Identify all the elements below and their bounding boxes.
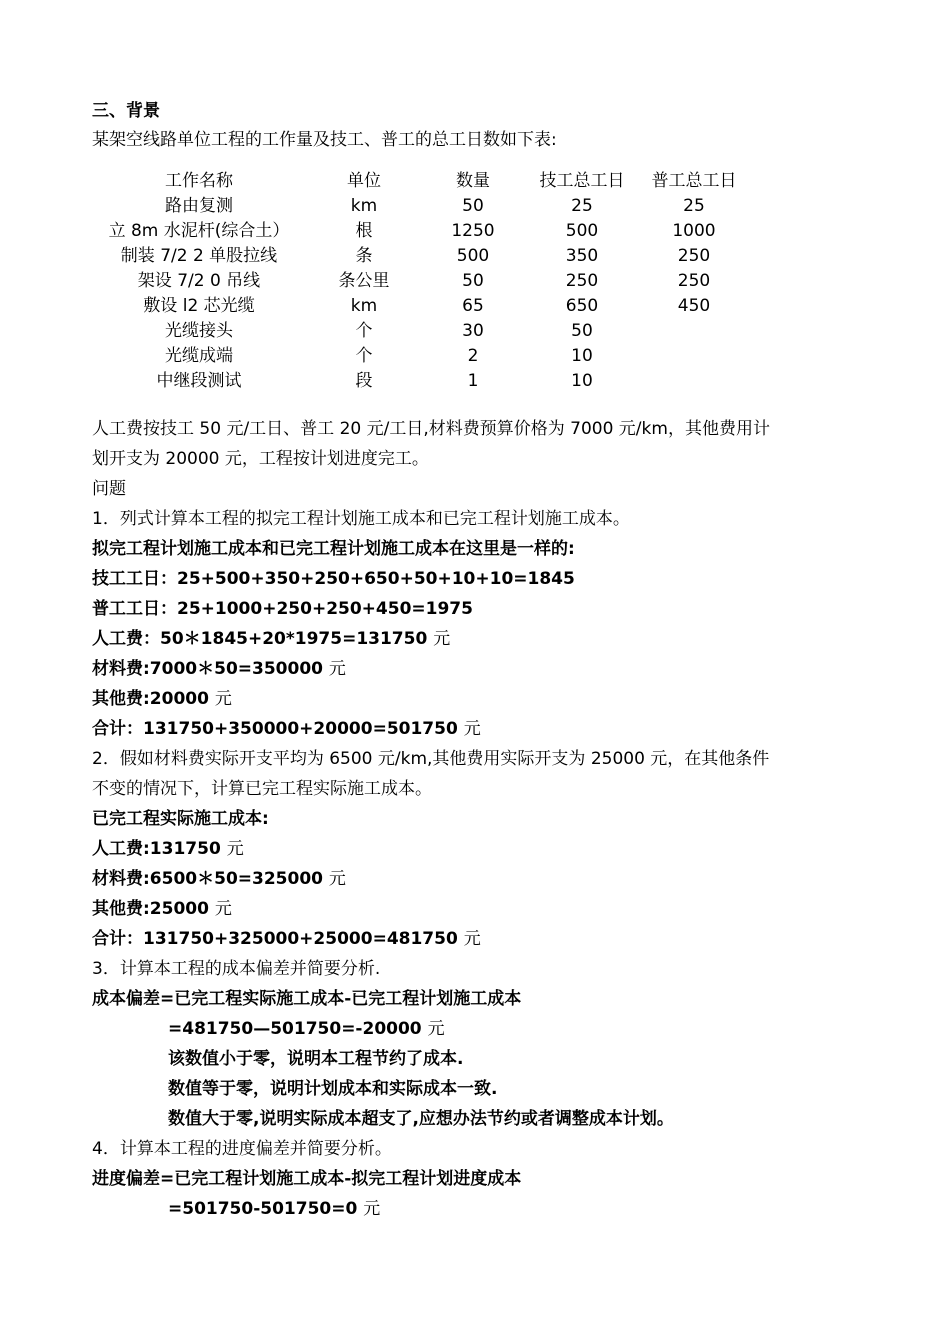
unit-yuan: 元 <box>328 659 346 679</box>
table-cell: 250 <box>565 271 599 291</box>
table-header-cell: 技工总工日 <box>539 171 625 191</box>
table-row <box>92 219 748 244</box>
table-cell: 25 <box>571 196 593 216</box>
table-cell: 敷设 l2 芯光缆 <box>143 296 255 316</box>
answer-2-other-cost: 其他费:25000 <box>92 899 209 919</box>
answer-2-material-cost: 材料费:6500＊50=325000 <box>92 869 323 889</box>
answer-2-total: 合计：131750+325000+25000=481750 <box>92 929 458 949</box>
table-cell: 根 <box>355 221 373 241</box>
answer-1-line-4 <box>92 624 872 654</box>
table-cell: 立 8m 水泥杆(综合土） <box>108 221 290 241</box>
table-cell <box>640 319 748 344</box>
table-cell: 制装 7/2 2 单股拉线 <box>120 246 278 266</box>
table-cell: 架设 7/2 0 吊线 <box>137 271 261 291</box>
table-cell: km <box>350 196 378 216</box>
table-cell: 250 <box>677 246 711 266</box>
answer-3-line-3: 该数值小于零，说明本工程节约了成本. <box>168 1049 464 1069</box>
unit-yuan: 元 <box>463 929 481 949</box>
answer-1-line-3: 普工工日：25+1000+250+250+450=1975 <box>92 599 473 619</box>
table-row <box>92 194 748 219</box>
table-cell: 10 <box>571 371 593 391</box>
answer-1-line-6 <box>92 684 872 714</box>
table-header-cell: 数量 <box>456 171 490 191</box>
unit-yuan: 元 <box>463 719 481 739</box>
answer-1-other-cost: 其他费:20000 <box>92 689 209 709</box>
table-cell: 光缆成端 <box>165 346 233 366</box>
unit-yuan: 元 <box>433 629 451 649</box>
unit-yuan: 元 <box>214 689 232 709</box>
table-row <box>92 269 748 294</box>
cost-note-line-1: 人工费按技工 50 元/工日、普工 20 元/工日,材料费预算价格为 7000 元/km，其他费用计 <box>92 419 770 439</box>
table-header-row <box>92 169 748 194</box>
table-cell: km <box>350 296 378 316</box>
answer-1-material-cost: 材料费:7000＊50=350000 <box>92 659 323 679</box>
answer-2-line-2 <box>92 834 872 864</box>
table-cell: 450 <box>677 296 711 316</box>
table-cell: 个 <box>355 321 373 341</box>
question-1: 1．列式计算本工程的拟完工程计划施工成本和已完工程计划施工成本。 <box>92 509 630 529</box>
table-cell: 25 <box>683 196 705 216</box>
table-cell: 50 <box>462 196 484 216</box>
unit-yuan: 元 <box>226 839 244 859</box>
table-header-cell: 单位 <box>347 171 381 191</box>
answer-3-line-5: 数值大于零,说明实际成本超支了,应想办法节约或者调整成本计划。 <box>168 1109 674 1129</box>
table-cell: 1250 <box>451 221 495 241</box>
table-row <box>92 344 748 369</box>
table-row <box>92 319 748 344</box>
questions-label: 问题 <box>92 479 126 499</box>
answer-1-line-7 <box>92 714 872 744</box>
section-heading: 三、背景 <box>92 101 160 121</box>
answer-2-line-3 <box>92 864 872 894</box>
answer-1-total: 合计：131750+350000+20000=501750 <box>92 719 458 739</box>
workload-table-body <box>92 169 748 394</box>
table-cell: 条 <box>355 246 373 266</box>
answer-1-line-5 <box>92 654 872 684</box>
table-cell: 30 <box>462 321 484 341</box>
answer-4-schedule-variance: =501750-501750=0 <box>168 1199 358 1219</box>
unit-yuan: 元 <box>363 1199 381 1219</box>
table-header-cell: 工作名称 <box>165 171 233 191</box>
answer-1-line-2: 技工工日：25+500+350+250+650+50+10+10=1845 <box>92 569 575 589</box>
table-row <box>92 244 748 269</box>
question-4: 4．计算本工程的进度偏差并简要分析。 <box>92 1139 392 1159</box>
table-cell: 500 <box>565 221 599 241</box>
answer-3-line-4: 数值等于零，说明计划成本和实际成本一致. <box>168 1079 498 1099</box>
table-cell: 250 <box>677 271 711 291</box>
table-header-cell: 普工总工日 <box>651 171 737 191</box>
table-cell: 2 <box>467 346 479 366</box>
table-cell: 50 <box>462 271 484 291</box>
table-cell: 段 <box>355 371 373 391</box>
cost-note-line-2: 划开支为 20000 元，工程按计划进度完工。 <box>92 449 429 469</box>
question-2-line-1: 2．假如材料费实际开支平均为 6500 元/km,其他费用实际开支为 25000 元，在其他条件 <box>92 749 770 769</box>
answer-4-line-1: 进度偏差=已完工程计划施工成本-拟完工程计划进度成本 <box>92 1169 522 1189</box>
table-cell: 10 <box>571 346 593 366</box>
question-3: 3．计算本工程的成本偏差并简要分析. <box>92 959 381 979</box>
unit-yuan: 元 <box>427 1019 445 1039</box>
question-2-line-2: 不变的情况下，计算已完工程实际施工成本。 <box>92 779 432 799</box>
answer-2-line-4 <box>92 894 872 924</box>
unit-yuan: 元 <box>328 869 346 889</box>
answer-4-line-2 <box>92 1194 872 1224</box>
answer-3-cost-variance: =481750—501750=-20000 <box>168 1019 422 1039</box>
table-row <box>92 369 748 394</box>
table-cell: 路由复测 <box>165 196 233 216</box>
table-cell: 650 <box>565 296 599 316</box>
table-cell: 中继段测试 <box>156 371 242 391</box>
table-cell: 65 <box>462 296 484 316</box>
unit-yuan: 元 <box>214 899 232 919</box>
table-cell <box>640 369 748 394</box>
table-cell: 1000 <box>672 221 716 241</box>
table-cell: 500 <box>456 246 490 266</box>
document-page <box>92 97 872 1224</box>
table-cell: 个 <box>355 346 373 366</box>
table-cell: 1 <box>467 371 479 391</box>
answer-1-line-1: 拟完工程计划施工成本和已完工程计划施工成本在这里是一样的: <box>92 539 575 559</box>
answer-2-labor-cost: 人工费:131750 <box>92 839 221 859</box>
intro-text: 某架空线路单位工程的工作量及技工、普工的总工日数如下表: <box>92 130 557 150</box>
answer-2-line-5 <box>92 924 872 954</box>
table-cell: 光缆接头 <box>165 321 233 341</box>
table-cell: 350 <box>565 246 599 266</box>
table-cell: 50 <box>571 321 593 341</box>
table-cell <box>640 344 748 369</box>
table-row <box>92 294 748 319</box>
workload-table <box>92 169 748 394</box>
answer-3-line-1: 成本偏差=已完工程实际施工成本-已完工程计划施工成本 <box>92 989 522 1009</box>
answer-1-labor-cost: 人工费：50＊1845+20*1975=131750 <box>92 629 428 649</box>
answer-2-line-1: 已完工程实际施工成本: <box>92 809 269 829</box>
table-cell: 条公里 <box>338 271 390 291</box>
answer-3-line-2 <box>92 1014 872 1044</box>
